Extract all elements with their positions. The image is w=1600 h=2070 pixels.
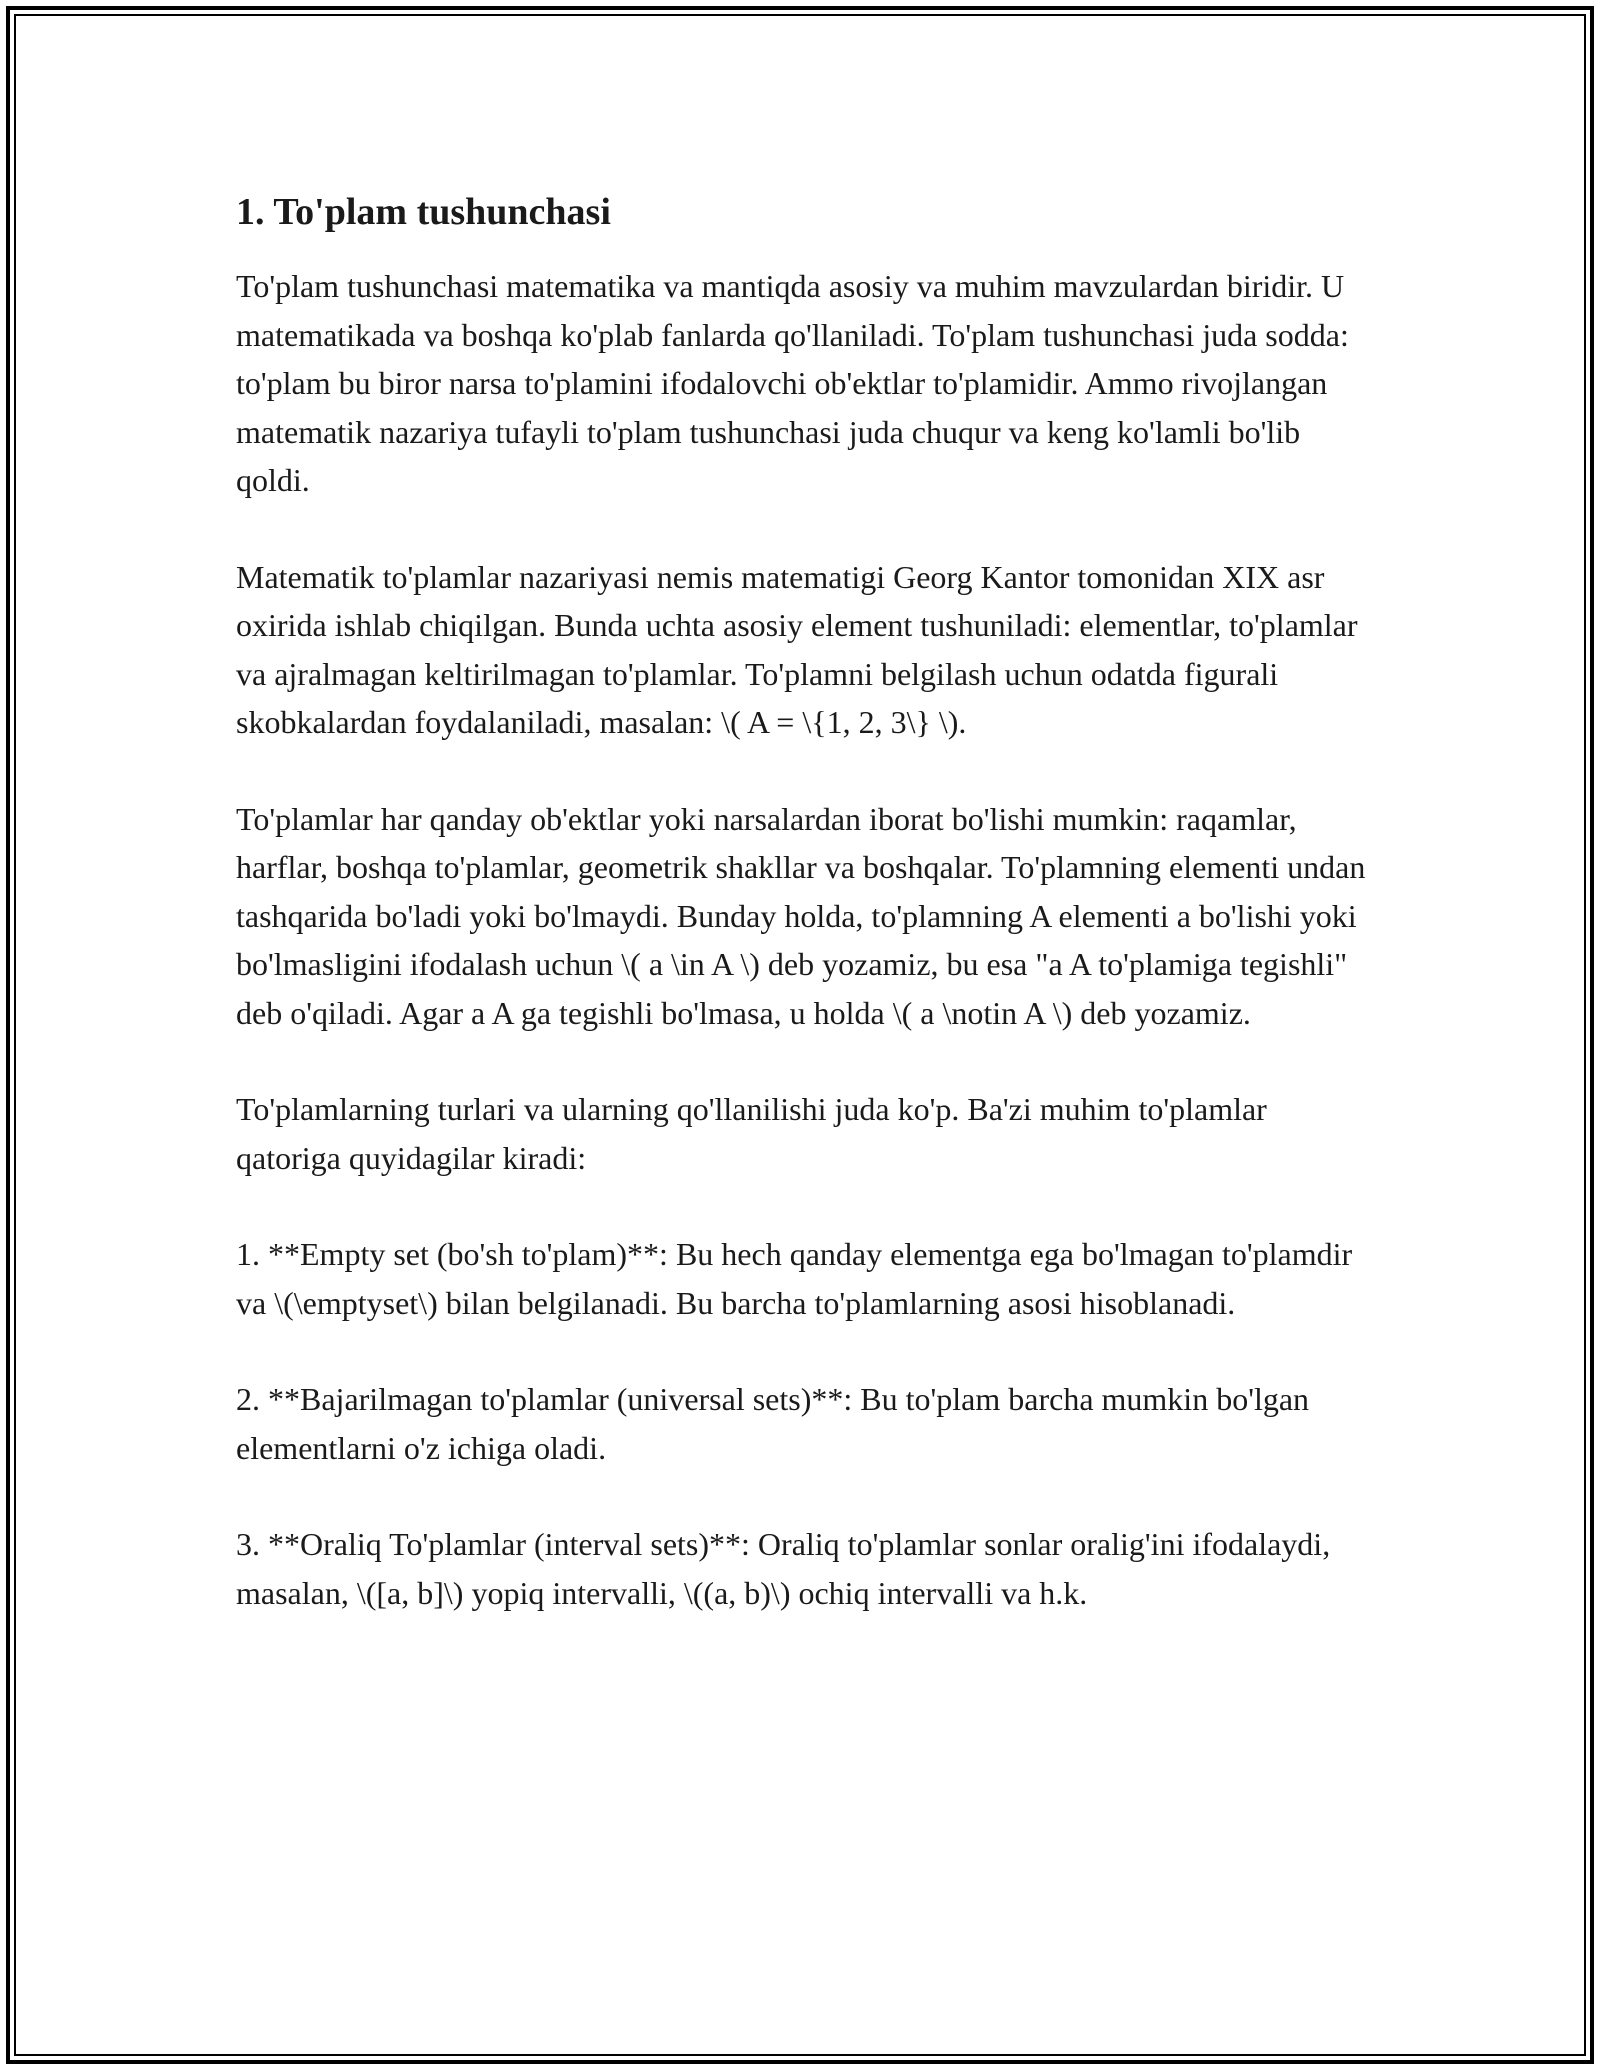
document-body — [236, 186, 1366, 1665]
list-item-interval-sets: 3. **Oraliq To'plamlar (interval sets)**: Oraliq to'plamlar sonlar oralig'ini ifodalaydi, masalan, \([a, b]\) yopiq intervalli, \((a, b)\) ochiq intervalli va h.k. — [236, 1526, 1331, 1611]
list-item-universal-sets: 2. **Bajarilmagan to'plamlar (universal sets)**: Bu to'plam barcha mumkin bo'lgan elementlarni o'z ichiga oladi. — [236, 1381, 1310, 1466]
list-item-empty-set: 1. **Empty set (bo'sh to'plam)**: Bu hech qanday elementga ega bo'lmagan to'plamdir va \(\emptyset\) bilan belgilanadi. Bu barcha to'plamlarning asosi hisoblanadi. — [236, 1236, 1353, 1321]
paragraph-types-intro: To'plamlarning turlari va ularning qo'llanilishi juda ko'p. Ba'zi muhim to'plamlar qatoriga quyidagilar kiradi: — [236, 1091, 1267, 1176]
paragraph-elements: To'plamlar har qanday ob'ektlar yoki narsalardan iborat bo'lishi mumkin: raqamlar, harflar, boshqa to'plamlar, geometrik shakllar va boshqalar. To'plamning elementi undan tashqarida bo'ladi yoki bo'lmaydi. Bunday holda, to'plamning A elementi a bo'lishi yoki bo'lmasligini ifodalash uchun \( a \in A \) deb yozamiz, bu esa "a A to'plamiga tegishli" deb o'qiladi. Agar a A ga tegishli bo'lmasa, u holda \( a \notin A \) deb yozamiz. — [236, 800, 1366, 1031]
paragraph-kantor: Matematik to'plamlar nazariyasi nemis matematigi Georg Kantor tomonidan XIX asr oxirida ishlab chiqilgan. Bunda uchta asosiy element tushuniladi: elementlar, to'plamlar va ajralmagan keltirilmagan to'plamlar. To'plamni belgilash uchun odatda figurali skobkalardan foydalaniladi, masalan: \( A = \{1, 2, 3\} \). — [236, 558, 1358, 740]
section-heading: 1. To'plam tushunchasi — [236, 191, 611, 233]
paragraph-intro: To'plam tushunchasi matematika va mantiqda asosiy va muhim mavzulardan biridir. U matematikada va boshqa ko'plab fanlarda qo'llaniladi. To'plam tushunchasi juda sodda: to'plam bu biror narsa to'plamini ifodalovchi ob'ektlar to'plamidir. Ammo rivojlangan matematik nazariya tufayli to'plam tushunchasi juda chuqur va keng ko'lamli bo'lib qoldi. — [236, 268, 1349, 498]
